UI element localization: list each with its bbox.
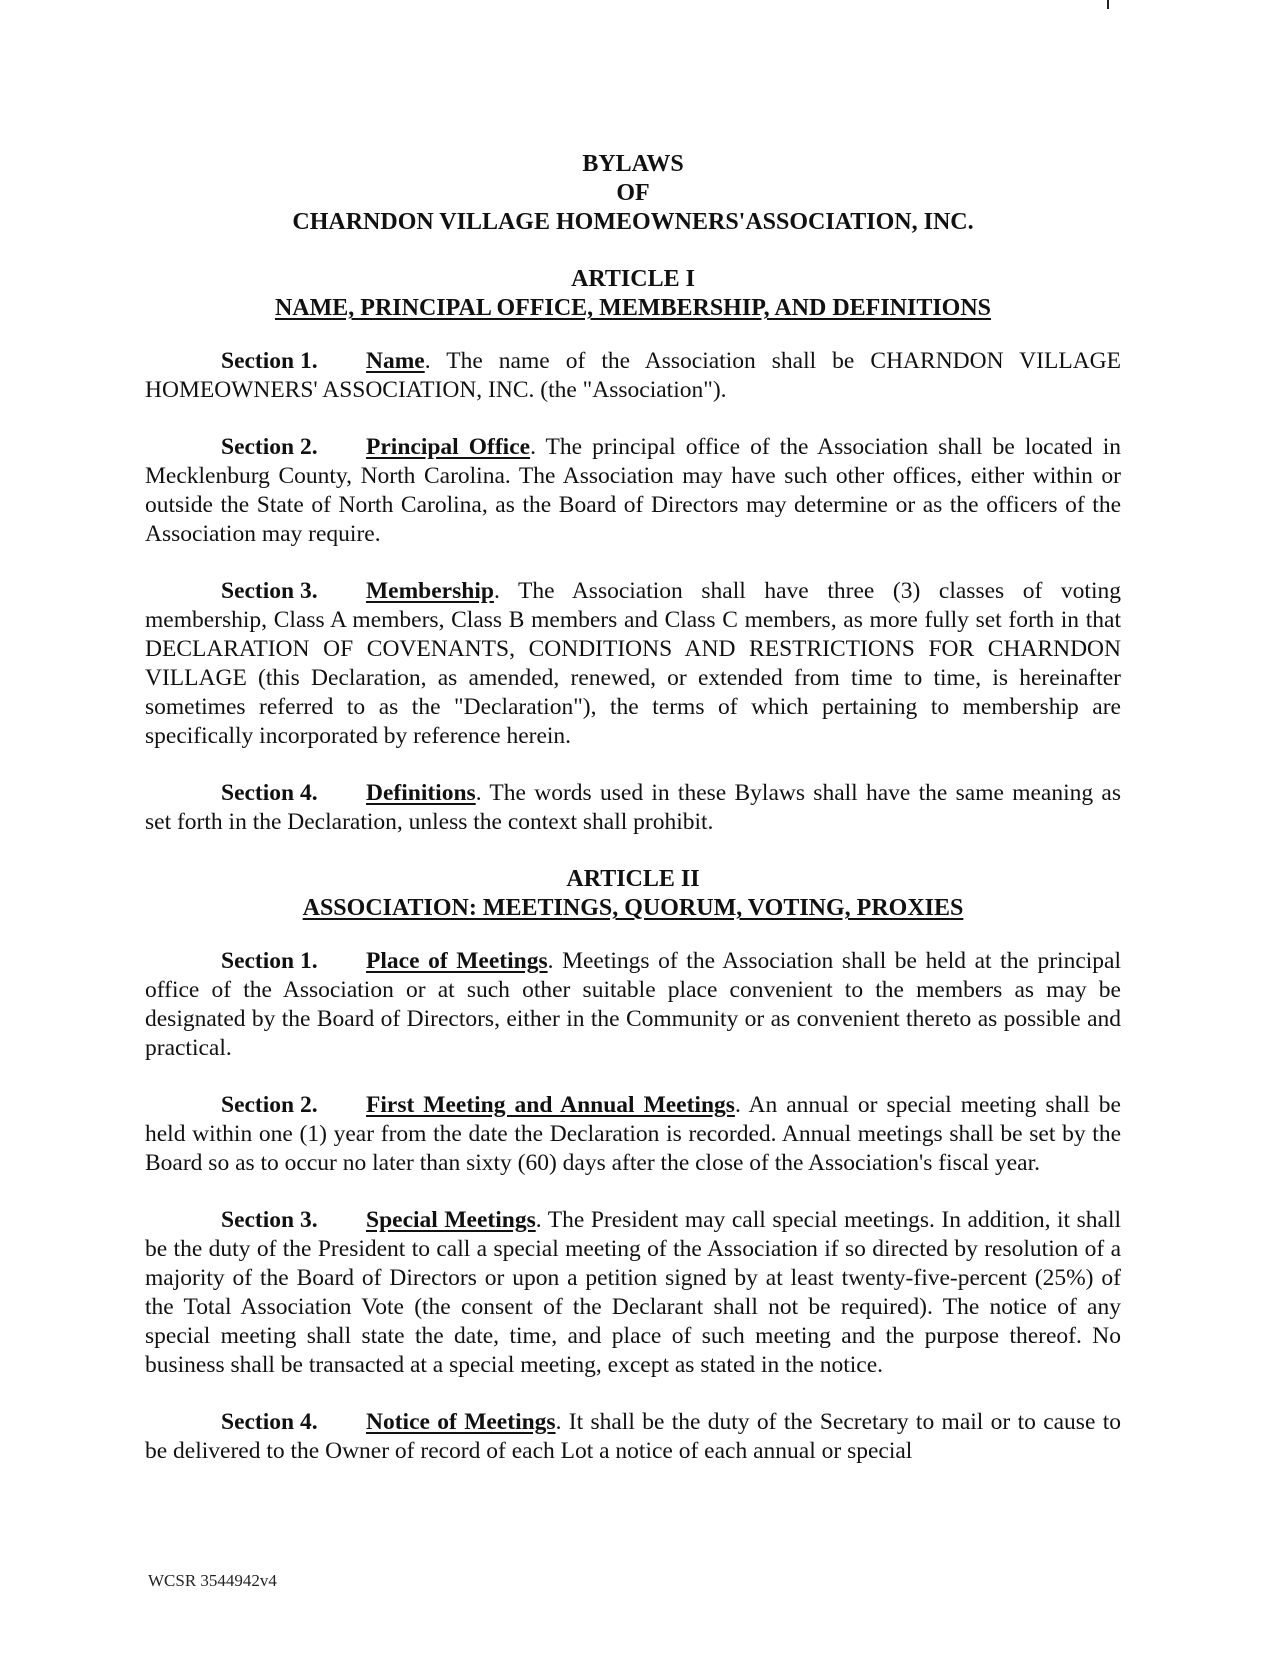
section-title: Principal Office [366, 434, 531, 460]
article-1-section-1 [145, 347, 1121, 405]
section-text: . The Association shall have three (3) classes of voting membership, Class A members, Class B members and Class C members, as more fully set forth in that DECLARATION OF COVENANTS, CONDITIONS AND RESTRICTIONS FOR CHARNDON VILLAGE (this Declaration, as amended, renewed, or extended from time to time, is hereinafter sometimes referred to as the "Declaration"), the terms of which pertaining to membership are specifically incorporated by reference herein. [145, 578, 1121, 749]
section-title: Definitions [366, 780, 476, 806]
article-label: ARTICLE II [566, 866, 700, 892]
title-line: CHARNDON VILLAGE HOMEOWNERS'ASSOCIATION, INC. [292, 209, 974, 235]
section-number: Section 3. [221, 1207, 318, 1233]
section-number: Section 4. [221, 1409, 318, 1435]
section-title: Place of Meetings [366, 948, 548, 974]
section-number: Section 2. [221, 1092, 318, 1118]
article-1-section-3 [145, 577, 1121, 751]
article-label: ARTICLE I [571, 266, 695, 292]
article-1-section-4 [145, 779, 1121, 837]
section-number: Section 4. [221, 780, 318, 806]
section-text: . The words used in these Bylaws shall have the same meaning as set forth in the Declaration, unless the context shall prohibit. [145, 780, 1121, 835]
article-2-header [145, 865, 1121, 923]
article-heading: ASSOCIATION: MEETINGS, QUORUM, VOTING, PROXIES [302, 895, 964, 921]
article-2-section-1 [145, 947, 1121, 1063]
article-1-section-2 [145, 433, 1121, 549]
section-text: . The principal office of the Association shall be located in Mecklenburg County, North Carolina. The Association may have such other offices, either within or outside the State of North Carolina, as the Board of Directors may determine or as the officers of the Association may require. [145, 434, 1121, 547]
document-footer-id: WCSR 3544942v4 [148, 1571, 277, 1590]
section-text: . It shall be the duty of the Secretary to mail or to cause to be delivered to the Owner of record of each Lot a notice of each annual or special [145, 1409, 1122, 1464]
section-title: First Meeting and Annual Meetings [366, 1092, 735, 1118]
section-text: . Meetings of the Association shall be held at the principal office of the Association or at such other suitable place convenient to the members as may be designated by the Board of Directors, either in the Community or as convenient thereto as possible and practical. [145, 948, 1121, 1061]
title-line: OF [616, 180, 650, 206]
article-2-section-3 [145, 1206, 1121, 1380]
section-title: Notice of Meetings [366, 1409, 556, 1435]
article-2-section-4 [145, 1408, 1121, 1466]
section-text: . An annual or special meeting shall be held within one (1) year from the date the Declaration is recorded. Annual meetings shall be set by the Board so as to occur no later than sixty (60) days after the close of the Association's fiscal year. [145, 1092, 1121, 1176]
section-title: Name [366, 348, 425, 374]
section-text: . The President may call special meetings. In addition, it shall be the duty of the President to call a special meeting of the Association if so directed by resolution of a majority of the Board of Directors or upon a petition signed by at least twenty-five-percent (25%) of the Total Association Vote (the consent of the Declarant shall not be required). The notice of any special meeting shall state the date, time, and place of such meeting and the purpose thereof. No business shall be transacted at a special meeting, except as stated in the notice. [145, 1207, 1121, 1378]
article-1-header [145, 265, 1121, 323]
section-text: . The name of the Association shall be CHARNDON VILLAGE HOMEOWNERS' ASSOCIATION, INC. (the "Association"). [145, 348, 1121, 403]
section-number: Section 1. [221, 948, 318, 974]
document-body [145, 150, 1121, 1494]
title-line: BYLAWS [582, 151, 684, 177]
section-number: Section 1. [221, 348, 318, 374]
section-title: Membership [366, 578, 494, 604]
page-edge-mark [1107, 0, 1109, 9]
section-number: Section 2. [221, 434, 318, 460]
article-2-section-2 [145, 1091, 1121, 1178]
section-title: Special Meetings [366, 1207, 536, 1233]
article-heading: NAME, PRINCIPAL OFFICE, MEMBERSHIP, AND DEFINITIONS [274, 295, 992, 321]
section-number: Section 3. [221, 578, 318, 604]
document-title [145, 150, 1121, 237]
